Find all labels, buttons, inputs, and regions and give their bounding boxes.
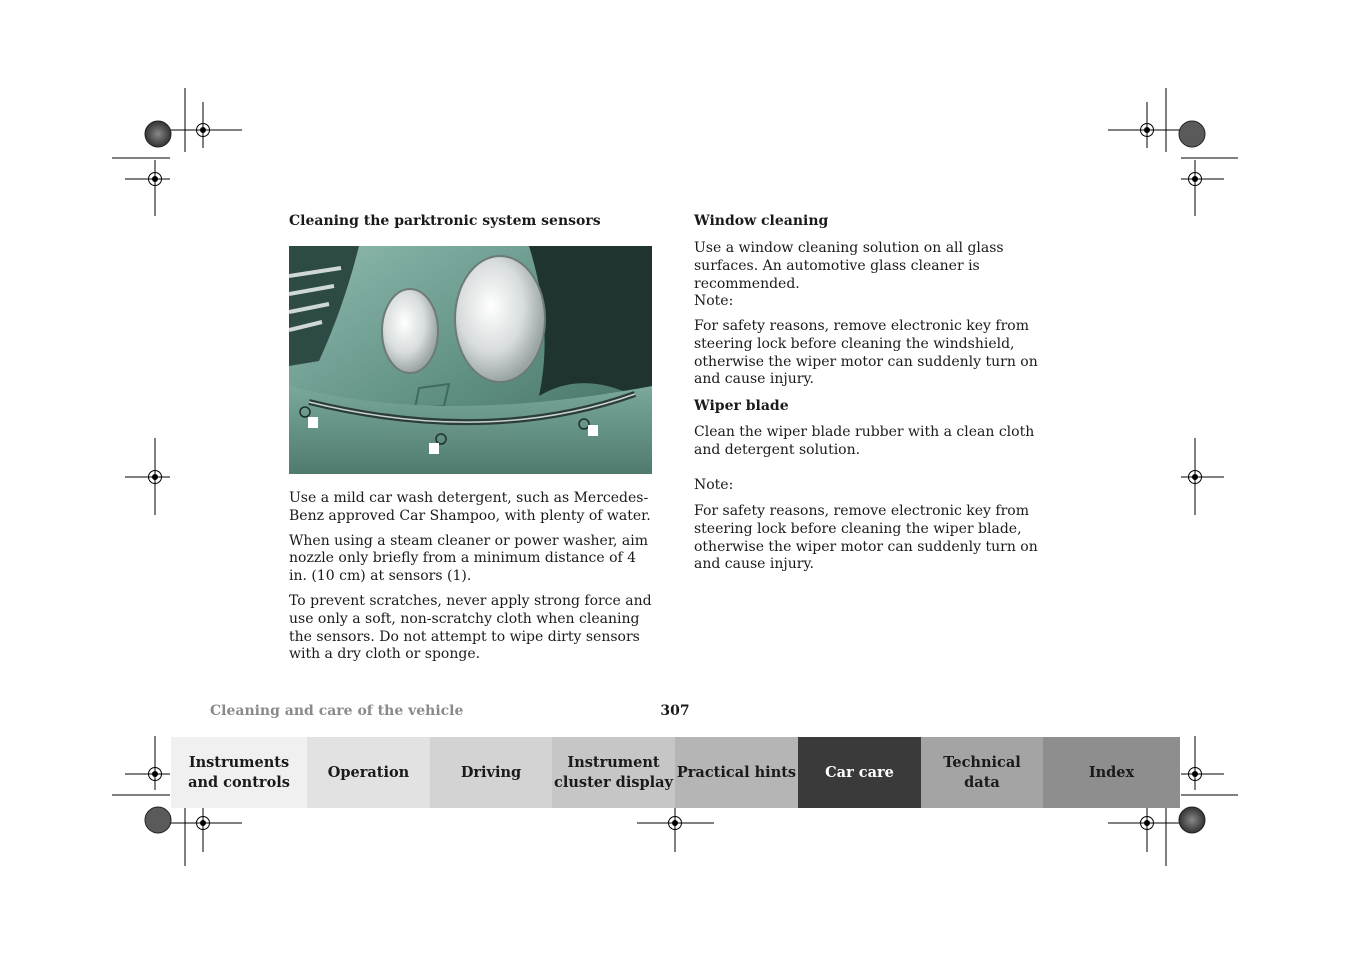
bumper-sensor-figure [289, 246, 652, 474]
window-cleaning-heading: Window cleaning [694, 213, 829, 229]
paragraph-scratches: To prevent scratches, never apply strong force and use only a soft, non-scratchy cloth when cleaning the sensors. Do not attempt to wipe dirty sensors with a dry cloth or sponge. [289, 592, 652, 663]
tab-technical-data[interactable]: Technical data [921, 737, 1043, 808]
paragraph-steam-cleaner: When using a steam cleaner or power washer, aim nozzle only briefly from a minimum distance of 4 in. (10 cm) at sensors (1). [289, 532, 648, 585]
tab-practical-hints[interactable]: Practical hints [675, 737, 798, 808]
tab-instruments-and-controls[interactable]: Instruments and controls [171, 737, 307, 808]
window-note-label: Note: [694, 293, 734, 309]
tab-index[interactable]: Index [1043, 737, 1180, 808]
wiper-note-label: Note: [694, 477, 734, 493]
wiper-note-text: For safety reasons, remove electronic key from steering lock before cleaning the wiper blade, otherwise the wiper motor can suddenly turn on and cause injury. [694, 503, 1038, 573]
wiper-blade-heading: Wiper blade [694, 398, 789, 414]
window-note-text: For safety reasons, remove electronic key from steering lock before cleaning the windshield, otherwise the wiper motor can suddenly turn on and cause injury. [694, 318, 1038, 388]
parktronic-body [289, 490, 657, 664]
section-nav-tabs [171, 737, 1180, 808]
parktronic-heading: Cleaning the parktronic system sensors [289, 213, 601, 229]
tab-operation[interactable]: Operation [307, 737, 430, 808]
tab-instrument-cluster-display[interactable]: Instrument cluster display [552, 737, 675, 808]
footer-section-title: Cleaning and care of the vehicle [210, 703, 464, 719]
tab-car-care[interactable]: Car care [798, 737, 921, 808]
wiper-blade-text: Clean the wiper blade rubber with a clean cloth and detergent solution. [694, 424, 1035, 458]
page-number: 307 [660, 703, 690, 719]
paragraph-detergent: Use a mild car wash detergent, such as Mercedes-Benz approved Car Shampoo, with plenty of water. [289, 490, 651, 524]
tab-driving[interactable]: Driving [430, 737, 552, 808]
window-cleaning-text: Use a window cleaning solution on all glass surfaces. An automotive glass cleaner is recommended. [694, 240, 1004, 292]
